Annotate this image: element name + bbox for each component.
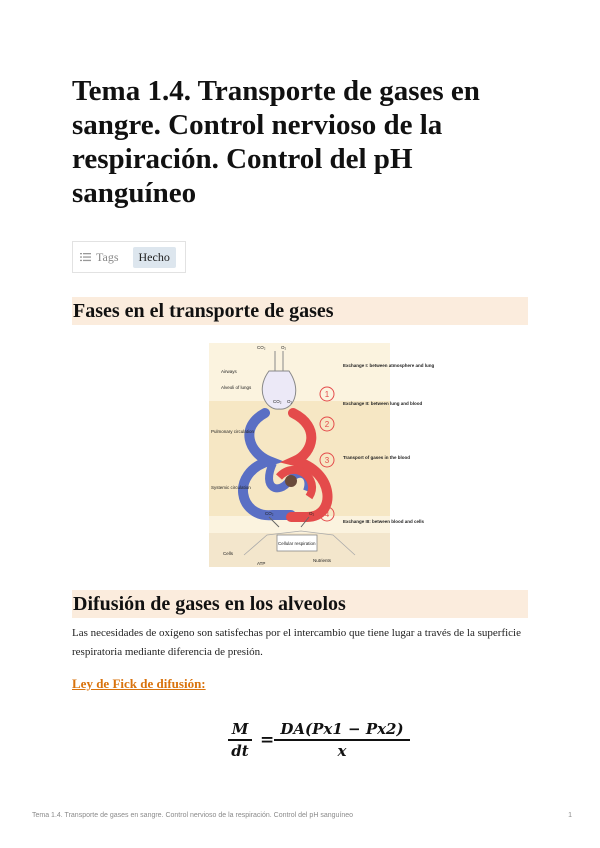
- body-paragraph: Las necesidades de oxígeno son satisfechas por el intercambio que tiene lugar a través de la superficie respiratoria mediante diferencia de presión.: [72, 627, 521, 658]
- tags-property[interactable]: [72, 241, 186, 273]
- label-alveoli: Alveoli of lungs: [221, 385, 252, 390]
- label-exchange-1: Exchange I: between atmosphere and lung: [343, 363, 435, 368]
- list-icon: [80, 252, 91, 262]
- label-pulmonary: Pulmonary circulation: [211, 429, 255, 434]
- formula-lhs-denominator: dt: [231, 741, 249, 760]
- tag-badge[interactable]: Hecho: [133, 247, 176, 268]
- formula-rhs-denominator: x: [337, 741, 347, 760]
- tags-label: Tags: [96, 249, 119, 264]
- section-heading: Fases en el transporte de gases: [72, 297, 528, 325]
- page-number: 1: [568, 812, 572, 819]
- footer-title: Tema 1.4. Transporte de gases en sangre. Control nervioso de la respiración. Control del pH sanguíneo: [32, 812, 354, 819]
- label-transport: Transport of gases in the blood: [343, 455, 411, 460]
- label-co2-top: CO₂: [257, 345, 266, 350]
- step-1-number: 1: [324, 390, 330, 399]
- label-cellular-respiration: Cellular respiration: [278, 541, 316, 546]
- label-co2-cells: CO₂: [265, 511, 274, 516]
- step-4-number: 4: [324, 510, 330, 519]
- section-heading: Difusión de gases en los alveolos: [72, 590, 528, 618]
- label-exchange-3: Exchange III: between blood and cells: [343, 519, 425, 524]
- formula-lhs-numerator: M: [231, 720, 249, 738]
- page-title: Tema 1.4. Transporte de gases en sangre. Control nervioso de la respiración. Control del pH sanguíneo: [72, 75, 480, 209]
- label-airways: Airways: [221, 369, 237, 374]
- label-o2-cells: O₂: [309, 511, 315, 516]
- label-o2-top: O₂: [281, 345, 287, 350]
- page-footer: [32, 812, 572, 819]
- gas-transport-diagram: [209, 343, 435, 567]
- formula-rhs-numerator: DA(Px1 − Px2): [280, 720, 404, 738]
- formula-equals: =: [260, 730, 275, 750]
- label-systemic: Systemic circulation: [211, 485, 251, 490]
- label-o2-lung: O₂: [287, 399, 293, 404]
- step-3-number: 3: [324, 456, 330, 465]
- subheading-link[interactable]: Ley de Fick de difusión:: [72, 676, 206, 691]
- label-nutrients: Nutrients: [313, 558, 332, 563]
- label-exchange-2: Exchange II: between lung and blood: [343, 401, 423, 406]
- label-atp: ATP: [257, 561, 266, 566]
- label-cells: Cells: [223, 551, 234, 556]
- step-2-number: 2: [324, 420, 330, 429]
- label-co2-lung: CO₂: [273, 399, 282, 404]
- fick-law-formula: [228, 715, 418, 767]
